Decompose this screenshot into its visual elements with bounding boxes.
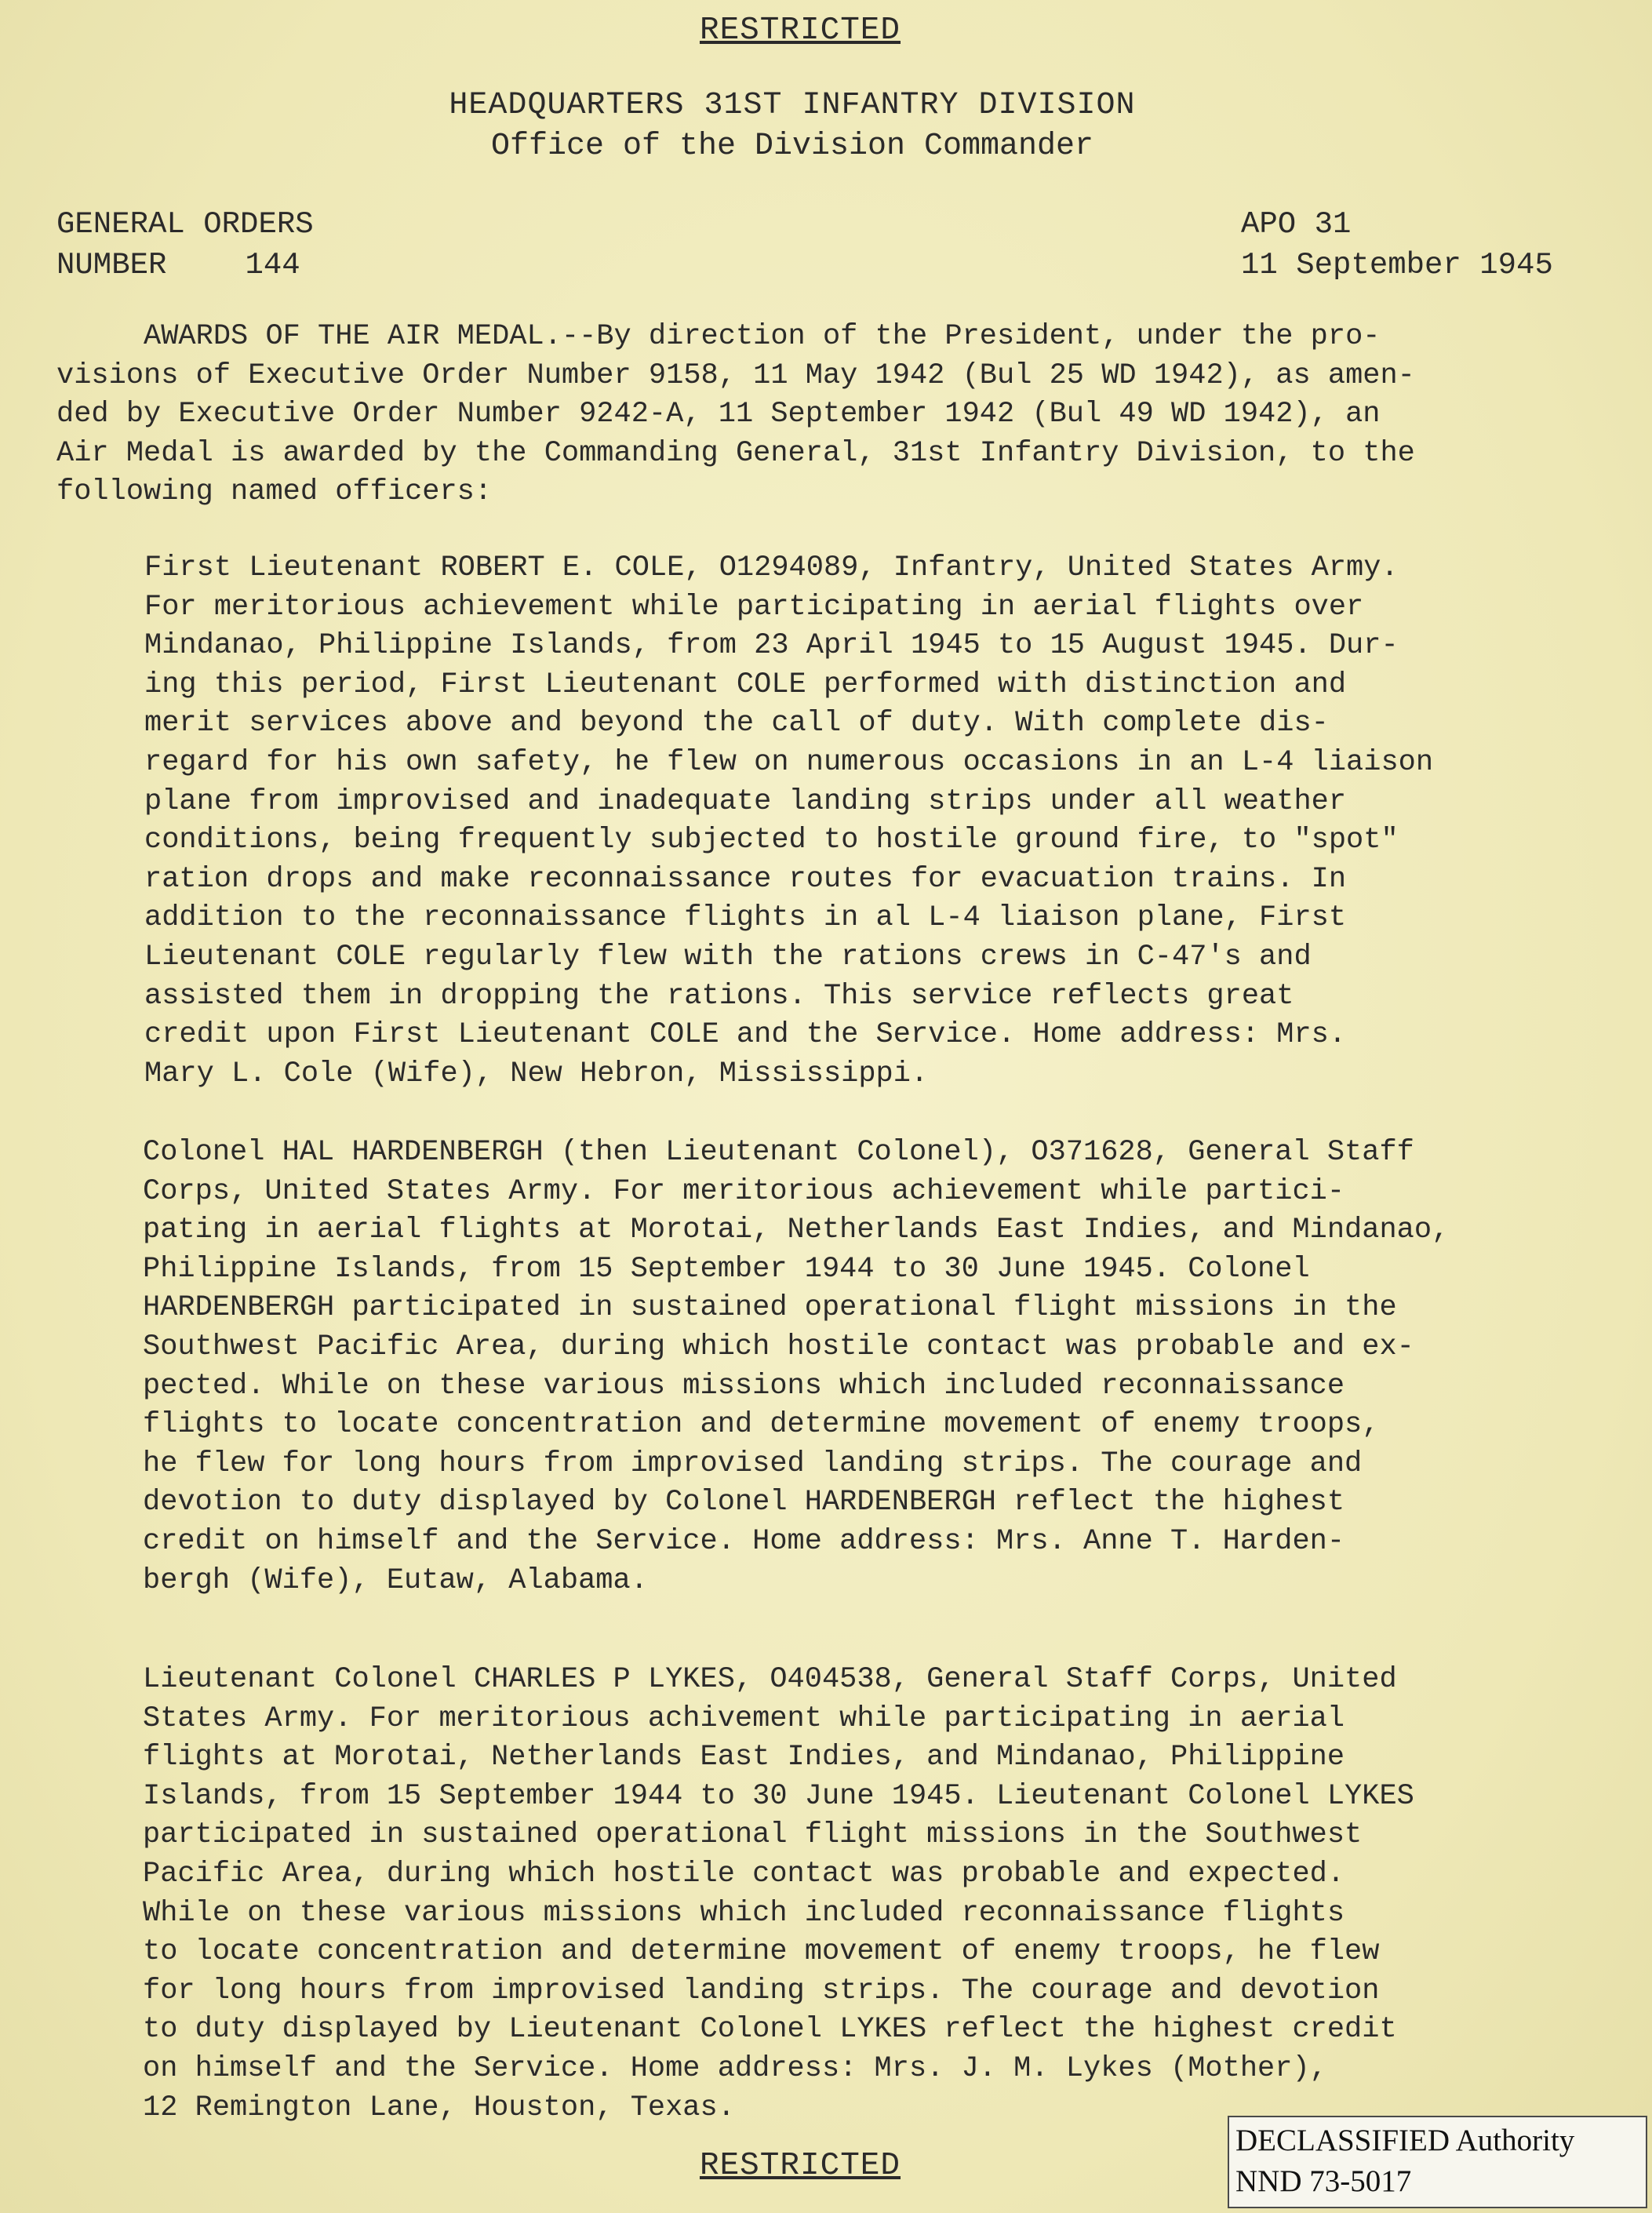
number-label: NUMBER xyxy=(56,248,167,282)
order-date: 11 September 1945 xyxy=(1241,248,1553,282)
citation-line: States Army. For meritorious achivement while participating in aerial xyxy=(143,1702,1345,1735)
citation-line: 12 Remington Lane, Houston, Texas. xyxy=(143,2091,735,2124)
citation-line: pating in aerial flights at Morotai, Netherlands East Indies, and Mindanao, xyxy=(143,1214,1450,1247)
citation-line: Lieutenant Colonel CHARLES P LYKES, O404538, General Staff Corps, United xyxy=(143,1663,1397,1696)
intro-line: visions of Executive Order Number 9158, 11 May 1942 (Bul 25 WD 1942), as amen- xyxy=(56,359,1415,392)
citation-line: flights to locate concentration and determine movement of enemy troops, xyxy=(143,1408,1380,1442)
citation-line: merit services above and beyond the call of duty. With complete dis- xyxy=(144,707,1329,741)
general-orders-label: GENERAL ORDERS xyxy=(56,207,314,242)
citation-line: While on these various missions which included reconnaissance flights xyxy=(143,1896,1345,1930)
citation-line: Lieutenant COLE regularly flew with the rations crews in C-47's and xyxy=(144,940,1312,974)
citation-line: Pacific Area, during which hostile contact was probable and expected. xyxy=(143,1857,1345,1891)
classification-bottom: RESTRICTED xyxy=(699,2148,901,2184)
citation-line: Colonel HAL HARDENBERGH (then Lieutenant Colonel), O371628, General Staff xyxy=(143,1136,1414,1169)
citation-line: addition to the reconnaissance flights in al L-4 liaison plane, First xyxy=(144,901,1347,935)
intro-line: following named officers: xyxy=(56,475,493,509)
citation-line: HARDENBERGH participated in sustained operational flight missions in the xyxy=(143,1291,1397,1325)
citation-line: he flew for long hours from improvised landing strips. The courage and xyxy=(143,1447,1363,1480)
intro-line: ded by Executive Order Number 9242-A, 11 September 1942 (Bul 49 WD 1942), an xyxy=(56,398,1381,431)
citation-line: plane from improvised and inadequate landing strips under all weather xyxy=(144,784,1347,818)
apo-number: APO 31 xyxy=(1241,207,1352,242)
citation-line: ing this period, First Lieutenant COLE performed with distinction and xyxy=(144,668,1347,701)
citation-line: regard for his own safety, he flew on numerous occasions in an L-4 liaison xyxy=(144,745,1434,779)
classification-top: RESTRICTED xyxy=(699,13,901,49)
apo-date-block xyxy=(1241,204,1553,286)
office-subtitle: Office of the Division Commander xyxy=(490,129,1094,164)
citation-line: For meritorious achievement while participating in aerial flights over xyxy=(144,590,1364,624)
declassified-stamp xyxy=(1228,2116,1647,2208)
citation-line: on himself and the Service. Home address: Mrs. J. M. Lykes (Mother), xyxy=(143,2051,1327,2085)
citation-cole xyxy=(144,549,1433,1094)
order-number: 144 xyxy=(245,248,300,282)
order-number-row xyxy=(56,245,314,286)
citation-line: flights at Morotai, Netherlands East Indies, and Mindanao, Philippine xyxy=(143,1741,1345,1774)
citation-line: credit upon First Lieutenant COLE and the Service. Home address: Mrs. xyxy=(144,1018,1347,1052)
citation-line: ration drops and make reconnaissance routes for evacuation trains. In xyxy=(144,862,1347,896)
citation-line: Southwest Pacific Area, during which hostile contact was probable and ex- xyxy=(143,1330,1414,1363)
citation-line: assisted them in dropping the rations. This service reflects great xyxy=(144,979,1294,1013)
citation-line: credit on himself and the Service. Home address: Mrs. Anne T. Harden- xyxy=(143,1524,1345,1558)
intro-line: AWARDS OF THE AIR MEDAL.--By direction of the President, under the pro- xyxy=(56,320,1381,353)
intro-paragraph xyxy=(56,318,1415,512)
general-orders-block xyxy=(56,204,314,286)
citation-hardenbergh xyxy=(143,1134,1449,1600)
stamp-authority: DECLASSIFIED Authority xyxy=(1235,2124,1575,2157)
intro-line: Air Medal is awarded by the Commanding General, 31st Infantry Division, to the xyxy=(56,436,1415,470)
citation-line: Philippine Islands, from 15 September 1944 to 30 June 1945. Colonel xyxy=(143,1252,1310,1286)
citation-line: pected. While on these various missions which included reconnaissance xyxy=(143,1369,1345,1403)
citation-line: to locate concentration and determine movement of enemy troops, he flew xyxy=(143,1935,1380,1969)
citation-line: Mindanao, Philippine Islands, from 23 April 1945 to 15 August 1945. Dur- xyxy=(144,629,1399,663)
citation-line: bergh (Wife), Eutaw, Alabama. xyxy=(143,1563,648,1597)
citation-line: devotion to duty displayed by Colonel HARDENBERGH reflect the highest xyxy=(143,1486,1345,1520)
citation-lykes xyxy=(143,1661,1414,2127)
citation-line: Islands, from 15 September 1944 to 30 June 1945. Lieutenant Colonel LYKES xyxy=(143,1779,1414,1813)
stamp-nnd-number: NND 73-5017 xyxy=(1235,2164,1412,2198)
citation-line: Mary L. Cole (Wife), New Hebron, Mississippi. xyxy=(144,1057,929,1090)
citation-line: participated in sustained operational flight missions in the Southwest xyxy=(143,1818,1363,1852)
citation-line: to duty displayed by Lieutenant Colonel LYKES reflect the highest credit xyxy=(143,2013,1397,2047)
headquarters-title: HEADQUARTERS 31ST INFANTRY DIVISION xyxy=(449,88,1136,123)
citation-line: Corps, United States Army. For meritorious achievement while partici- xyxy=(143,1174,1345,1208)
citation-line: First Lieutenant ROBERT E. COLE, O1294089, Infantry, United States Army. xyxy=(144,551,1399,584)
citation-line: for long hours from improvised landing strips. The courage and devotion xyxy=(143,1974,1380,2007)
citation-line: conditions, being frequently subjected to hostile ground fire, to "spot" xyxy=(144,824,1399,857)
